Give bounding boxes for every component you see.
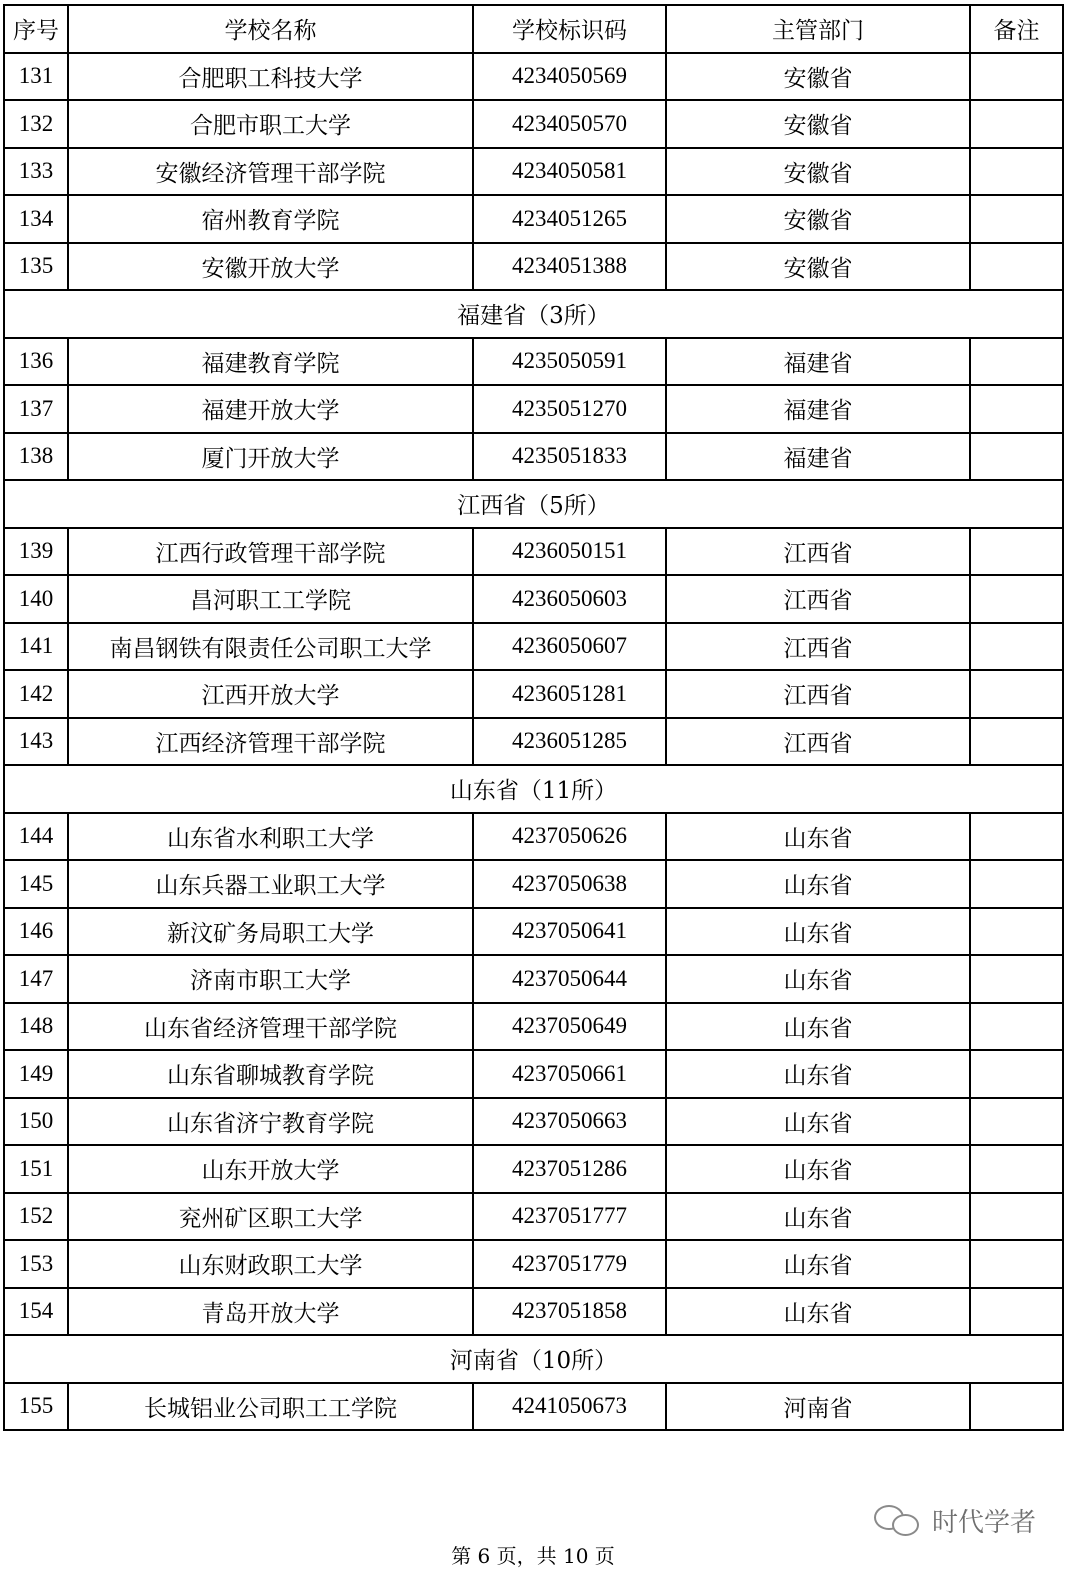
table-header-row (4, 5, 1063, 53)
remarks-cell (970, 1003, 1063, 1051)
department-cell: 安徽省 (666, 100, 970, 148)
table-row (4, 1240, 1063, 1288)
remarks-cell (970, 385, 1063, 433)
table-row (4, 100, 1063, 148)
remarks-cell (970, 1383, 1063, 1431)
remarks-cell (970, 813, 1063, 861)
department-cell: 福建省 (666, 338, 970, 386)
school-table (3, 4, 1064, 1431)
header-school-name: 学校名称 (68, 5, 473, 53)
page-footer: 第 6 页，共 10 页 (451, 1544, 615, 1568)
school-code-cell: 4237051858 (473, 1288, 666, 1336)
row-index: 150 (4, 1098, 68, 1146)
department-cell: 江西省 (666, 718, 970, 766)
watermark (872, 1500, 1036, 1540)
department-cell: 江西省 (666, 670, 970, 718)
department-cell: 山东省 (666, 908, 970, 956)
section-heading: 河南省（10所） (4, 1335, 1063, 1383)
school-code-cell: 4234050569 (473, 53, 666, 101)
department-cell: 福建省 (666, 433, 970, 481)
remarks-cell (970, 860, 1063, 908)
school-code-cell: 4235050591 (473, 338, 666, 386)
school-name-cell: 福建教育学院 (68, 338, 473, 386)
school-code-cell: 4234051388 (473, 243, 666, 291)
table-row (4, 433, 1063, 481)
school-code-cell: 4236050607 (473, 623, 666, 671)
department-cell: 江西省 (666, 528, 970, 576)
school-name-cell: 昌河职工工学院 (68, 575, 473, 623)
row-index: 141 (4, 623, 68, 671)
school-name-cell: 合肥职工科技大学 (68, 53, 473, 101)
section-heading: 江西省（5所） (4, 480, 1063, 528)
table-row (4, 1383, 1063, 1431)
school-code-cell: 4236051285 (473, 718, 666, 766)
table-row (4, 148, 1063, 196)
school-code-cell: 4237051777 (473, 1193, 666, 1241)
table-row (4, 1288, 1063, 1336)
school-name-cell: 山东兵器工业职工大学 (68, 860, 473, 908)
department-cell: 安徽省 (666, 53, 970, 101)
school-name-cell: 济南市职工大学 (68, 955, 473, 1003)
table-row (4, 53, 1063, 101)
table-row (4, 195, 1063, 243)
school-code-cell: 4237050644 (473, 955, 666, 1003)
school-code-cell: 4237050663 (473, 1098, 666, 1146)
table-row (4, 1193, 1063, 1241)
school-name-cell: 合肥市职工大学 (68, 100, 473, 148)
school-code-cell: 4237050626 (473, 813, 666, 861)
table-row (4, 1098, 1063, 1146)
remarks-cell (970, 575, 1063, 623)
remarks-cell (970, 718, 1063, 766)
department-cell: 山东省 (666, 860, 970, 908)
row-index: 153 (4, 1240, 68, 1288)
school-code-cell: 4235051833 (473, 433, 666, 481)
remarks-cell (970, 1145, 1063, 1193)
remarks-cell (970, 243, 1063, 291)
department-cell: 江西省 (666, 623, 970, 671)
row-index: 139 (4, 528, 68, 576)
table-row (4, 528, 1063, 576)
row-index: 145 (4, 860, 68, 908)
table-row (4, 1003, 1063, 1051)
remarks-cell (970, 1193, 1063, 1241)
row-index: 147 (4, 955, 68, 1003)
department-cell: 安徽省 (666, 148, 970, 196)
table-row (4, 1050, 1063, 1098)
school-name-cell: 青岛开放大学 (68, 1288, 473, 1336)
school-name-cell: 山东开放大学 (68, 1145, 473, 1193)
school-code-cell: 4237050641 (473, 908, 666, 956)
remarks-cell (970, 623, 1063, 671)
row-index: 137 (4, 385, 68, 433)
wechat-icon (872, 1503, 924, 1537)
school-name-cell: 山东省聊城教育学院 (68, 1050, 473, 1098)
school-name-cell: 山东省济宁教育学院 (68, 1098, 473, 1146)
school-code-cell: 4236050603 (473, 575, 666, 623)
header-department: 主管部门 (666, 5, 970, 53)
section-row (4, 480, 1063, 528)
row-index: 155 (4, 1383, 68, 1431)
table-row (4, 243, 1063, 291)
school-code-cell: 4241050673 (473, 1383, 666, 1431)
school-name-cell: 长城铝业公司职工工学院 (68, 1383, 473, 1431)
remarks-cell (970, 1098, 1063, 1146)
section-row (4, 1335, 1063, 1383)
row-index: 132 (4, 100, 68, 148)
school-name-cell: 南昌钢铁有限责任公司职工大学 (68, 623, 473, 671)
school-code-cell: 4237051779 (473, 1240, 666, 1288)
row-index: 138 (4, 433, 68, 481)
row-index: 133 (4, 148, 68, 196)
remarks-cell (970, 670, 1063, 718)
school-code-cell: 4237051286 (473, 1145, 666, 1193)
school-name-cell: 安徽经济管理干部学院 (68, 148, 473, 196)
table-row (4, 670, 1063, 718)
table-row (4, 338, 1063, 386)
watermark-text: 时代学者 (932, 1507, 1037, 1538)
header-index: 序号 (4, 5, 68, 53)
school-code-cell: 4235051270 (473, 385, 666, 433)
remarks-cell (970, 1240, 1063, 1288)
school-name-cell: 宿州教育学院 (68, 195, 473, 243)
department-cell: 山东省 (666, 1288, 970, 1336)
section-heading: 山东省（11所） (4, 765, 1063, 813)
remarks-cell (970, 1288, 1063, 1336)
school-name-cell: 江西经济管理干部学院 (68, 718, 473, 766)
table-row (4, 955, 1063, 1003)
school-name-cell: 山东省水利职工大学 (68, 813, 473, 861)
remarks-cell (970, 955, 1063, 1003)
department-cell: 山东省 (666, 1003, 970, 1051)
remarks-cell (970, 100, 1063, 148)
row-index: 152 (4, 1193, 68, 1241)
department-cell: 山东省 (666, 1050, 970, 1098)
row-index: 154 (4, 1288, 68, 1336)
school-code-cell: 4237050638 (473, 860, 666, 908)
department-cell: 安徽省 (666, 195, 970, 243)
remarks-cell (970, 1050, 1063, 1098)
department-cell: 河南省 (666, 1383, 970, 1431)
school-code-cell: 4236050151 (473, 528, 666, 576)
school-name-cell: 山东财政职工大学 (68, 1240, 473, 1288)
department-cell: 山东省 (666, 955, 970, 1003)
row-index: 149 (4, 1050, 68, 1098)
department-cell: 山东省 (666, 1098, 970, 1146)
table-row (4, 813, 1063, 861)
table-row (4, 908, 1063, 956)
row-index: 135 (4, 243, 68, 291)
section-row (4, 290, 1063, 338)
department-cell: 山东省 (666, 1193, 970, 1241)
school-code-cell: 4237050661 (473, 1050, 666, 1098)
school-name-cell: 安徽开放大学 (68, 243, 473, 291)
remarks-cell (970, 148, 1063, 196)
school-code-cell: 4237050649 (473, 1003, 666, 1051)
department-cell: 安徽省 (666, 243, 970, 291)
table-row (4, 575, 1063, 623)
remarks-cell (970, 53, 1063, 101)
remarks-cell (970, 195, 1063, 243)
row-index: 144 (4, 813, 68, 861)
table-row (4, 1145, 1063, 1193)
school-name-cell: 厦门开放大学 (68, 433, 473, 481)
table-row (4, 623, 1063, 671)
department-cell: 福建省 (666, 385, 970, 433)
school-name-cell: 兖州矿区职工大学 (68, 1193, 473, 1241)
table-row (4, 385, 1063, 433)
row-index: 146 (4, 908, 68, 956)
school-code-cell: 4234051265 (473, 195, 666, 243)
school-code-cell: 4236051281 (473, 670, 666, 718)
school-name-cell: 新汶矿务局职工大学 (68, 908, 473, 956)
remarks-cell (970, 433, 1063, 481)
school-code-cell: 4234050581 (473, 148, 666, 196)
department-cell: 江西省 (666, 575, 970, 623)
row-index: 140 (4, 575, 68, 623)
row-index: 134 (4, 195, 68, 243)
department-cell: 山东省 (666, 1145, 970, 1193)
remarks-cell (970, 908, 1063, 956)
header-remarks: 备注 (970, 5, 1063, 53)
table-body (4, 53, 1063, 1431)
table-row (4, 860, 1063, 908)
school-name-cell: 江西行政管理干部学院 (68, 528, 473, 576)
school-name-cell: 山东省经济管理干部学院 (68, 1003, 473, 1051)
department-cell: 山东省 (666, 1240, 970, 1288)
department-cell: 山东省 (666, 813, 970, 861)
school-name-cell: 福建开放大学 (68, 385, 473, 433)
school-code-cell: 4234050570 (473, 100, 666, 148)
row-index: 142 (4, 670, 68, 718)
section-heading: 福建省（3所） (4, 290, 1063, 338)
row-index: 148 (4, 1003, 68, 1051)
row-index: 136 (4, 338, 68, 386)
section-row (4, 765, 1063, 813)
school-name-cell: 江西开放大学 (68, 670, 473, 718)
remarks-cell (970, 338, 1063, 386)
table-row (4, 718, 1063, 766)
row-index: 143 (4, 718, 68, 766)
header-school-code: 学校标识码 (473, 5, 666, 53)
row-index: 151 (4, 1145, 68, 1193)
remarks-cell (970, 528, 1063, 576)
row-index: 131 (4, 53, 68, 101)
